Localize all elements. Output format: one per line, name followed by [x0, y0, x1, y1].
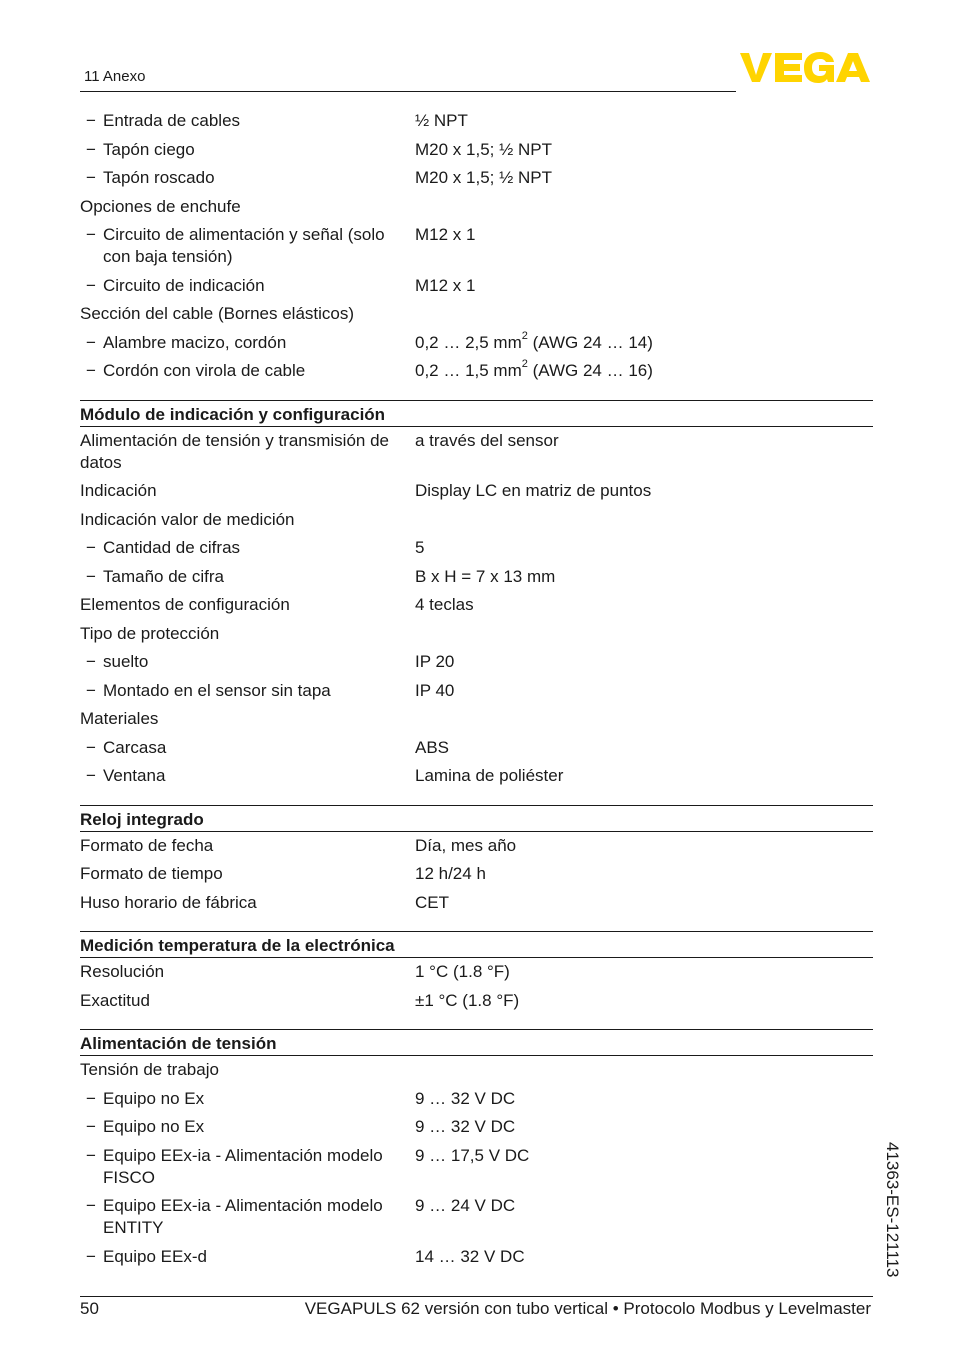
spec-label: Equipo EEx-d	[103, 1246, 207, 1266]
dash-bullet: −	[86, 361, 96, 380]
spec-value: 9 … 24 V DC	[415, 1196, 516, 1215]
spec-value: 0,2 … 1,5 $mm^2$ (AWG 24 … 16)	[415, 358, 653, 380]
spec-row	[80, 651, 873, 680]
spec-value: 4 teclas	[415, 595, 474, 614]
spec-row	[80, 509, 873, 538]
spec-label: Alambre macizo, cordón	[103, 332, 287, 352]
spec-row	[80, 765, 873, 794]
spec-label: Tipo de protección	[80, 623, 220, 643]
spec-label: Equipo EEx-ia - Alimentación modelo FISCO	[103, 1145, 383, 1187]
spec-row	[80, 480, 873, 509]
spec-row	[80, 1195, 873, 1246]
spec-value	[415, 196, 873, 225]
spec-value: M12 x 1	[415, 225, 476, 244]
spec-label: Equipo no Ex	[103, 1117, 205, 1136]
spec-row	[80, 1116, 873, 1145]
section-heading: Reloj integrado	[80, 805, 873, 832]
spec-value: M20 x 1,5; ½ NPT	[415, 168, 552, 187]
spec-value: a través del sensor	[415, 430, 559, 450]
spec-label: Montado en el sensor sin tapa	[103, 680, 331, 700]
dash-bullet: −	[86, 111, 96, 130]
spec-value: CET	[415, 892, 449, 912]
dash-bullet: −	[86, 566, 96, 586]
dash-bullet: −	[86, 1145, 96, 1165]
spec-row	[80, 1246, 873, 1275]
spec-label: Circuito de alimentación y señal (solo con baja tensión)	[103, 225, 385, 266]
spec-value: 5	[415, 538, 425, 557]
dash-bullet: −	[86, 1196, 96, 1215]
spec-row	[80, 680, 873, 709]
section-heading: Módulo de indicación y configuración	[80, 400, 873, 427]
page-number: 50	[80, 1299, 99, 1318]
spec-row	[80, 537, 873, 566]
dash-bullet: −	[86, 1246, 96, 1266]
spec-label: suelto	[103, 652, 149, 671]
spec-label: Equipo EEx-ia - Alimentación modelo ENTITY	[103, 1196, 383, 1237]
header-divider	[80, 91, 736, 92]
spec-label: Indicación valor de medición	[80, 509, 295, 529]
spec-value	[415, 623, 873, 652]
spec-row	[80, 708, 873, 737]
spec-label: Carcasa	[103, 737, 167, 757]
dash-bullet: −	[86, 538, 96, 557]
spec-row	[80, 1145, 873, 1196]
spec-label: Tensión de trabajo	[80, 1060, 219, 1079]
spec-label: Exactitud	[80, 990, 150, 1010]
spec-value	[415, 509, 873, 538]
spec-row	[80, 329, 873, 361]
dash-bullet: −	[86, 168, 96, 187]
spec-value: 9 … 32 V DC	[415, 1117, 516, 1136]
spec-value: ½ NPT	[415, 111, 468, 130]
dash-bullet: −	[86, 1117, 96, 1136]
spec-row	[80, 430, 873, 481]
spec-label: Tamaño de cifra	[103, 566, 224, 586]
spec-row	[80, 110, 873, 139]
spec-label: Tapón roscado	[103, 168, 215, 187]
spec-value: 1 °C (1.8 °F)	[415, 962, 510, 981]
spec-label: Equipo no Ex	[103, 1088, 205, 1108]
section-heading: Alimentación de tensión	[80, 1029, 873, 1056]
dash-bullet: −	[86, 766, 96, 785]
spec-label: Formato de fecha	[80, 835, 214, 855]
spec-value	[415, 303, 873, 332]
spec-value: 0,2 … 2,5 $mm^2$ (AWG 24 … 14)	[415, 329, 653, 352]
spec-label: Formato de tiempo	[80, 864, 223, 883]
spec-value: M12 x 1	[415, 275, 476, 295]
spec-value: Display LC en matriz de puntos	[415, 481, 652, 500]
vega-logo	[740, 50, 874, 84]
spec-value: ABS	[415, 737, 450, 757]
spec-value: M20 x 1,5; ½ NPT	[415, 139, 552, 159]
spec-value	[415, 708, 873, 737]
spec-row	[80, 167, 873, 196]
spec-value: 9 … 32 V DC	[415, 1088, 516, 1108]
spec-value: ±1 °C (1.8 °F)	[415, 990, 520, 1010]
spec-label: Ventana	[103, 766, 166, 785]
footer-divider	[80, 1296, 873, 1297]
spec-label: Cordón con virola de cable	[103, 361, 306, 380]
spec-table	[80, 110, 873, 1274]
document-id: 41363-ES-121113	[883, 1142, 902, 1278]
spec-row	[80, 835, 873, 864]
spec-row	[80, 1088, 873, 1117]
dash-bullet: −	[86, 652, 96, 671]
section-heading: Medición temperatura de la electrónica	[80, 931, 873, 958]
spec-value: 9 … 17,5 V DC	[415, 1145, 530, 1165]
spec-row	[80, 566, 873, 595]
spec-row	[80, 990, 873, 1019]
spec-label: Indicación	[80, 481, 157, 500]
spec-value: IP 40	[415, 680, 455, 700]
spec-value: B x H = 7 x 13 mm	[415, 566, 556, 586]
spec-row	[80, 275, 873, 304]
spec-label: Elementos de configuración	[80, 595, 290, 614]
dash-bullet: −	[86, 332, 96, 352]
footer-document-title: VEGAPULS 62 versión con tubo vertical • Protocolo Modbus y Levelmaster	[304, 1299, 871, 1318]
spec-label: Alimentación de tensión y transmisión de datos	[80, 430, 389, 472]
spec-row	[80, 737, 873, 766]
spec-row	[80, 139, 873, 168]
spec-label: Resolución	[80, 962, 165, 981]
spec-row	[80, 303, 873, 332]
spec-row	[80, 1059, 873, 1088]
spec-label: Cantidad de cifras	[103, 538, 241, 557]
spec-label: Tapón ciego	[103, 139, 195, 159]
spec-row	[80, 863, 873, 892]
spec-row	[80, 892, 873, 921]
spec-value: 14 … 32 V DC	[415, 1246, 525, 1266]
spec-row	[80, 623, 873, 652]
spec-value: 12 h/24 h	[415, 864, 486, 883]
spec-value: Lamina de poliéster	[415, 766, 564, 785]
spec-row	[80, 224, 873, 275]
spec-label: Huso horario de fábrica	[80, 892, 257, 912]
spec-row	[80, 594, 873, 623]
dash-bullet: −	[86, 737, 96, 757]
dash-bullet: −	[86, 680, 96, 700]
spec-label: Opciones de enchufe	[80, 196, 241, 216]
spec-label: Materiales	[80, 709, 159, 728]
dash-bullet: −	[86, 139, 96, 159]
spec-label: Circuito de indicación	[103, 275, 265, 295]
dash-bullet: −	[86, 275, 96, 295]
spec-row	[80, 360, 873, 389]
spec-value: Día, mes año	[415, 835, 517, 855]
spec-value: IP 20	[415, 652, 455, 671]
spec-row	[80, 196, 873, 225]
dash-bullet: −	[86, 1088, 96, 1108]
spec-label: Entrada de cables	[103, 111, 241, 130]
spec-row	[80, 961, 873, 990]
spec-value	[415, 1059, 873, 1088]
header-section-label: 11 Anexo	[84, 68, 146, 85]
spec-label: Sección del cable (Bornes elásticos)	[80, 304, 355, 323]
dash-bullet: −	[86, 225, 96, 244]
